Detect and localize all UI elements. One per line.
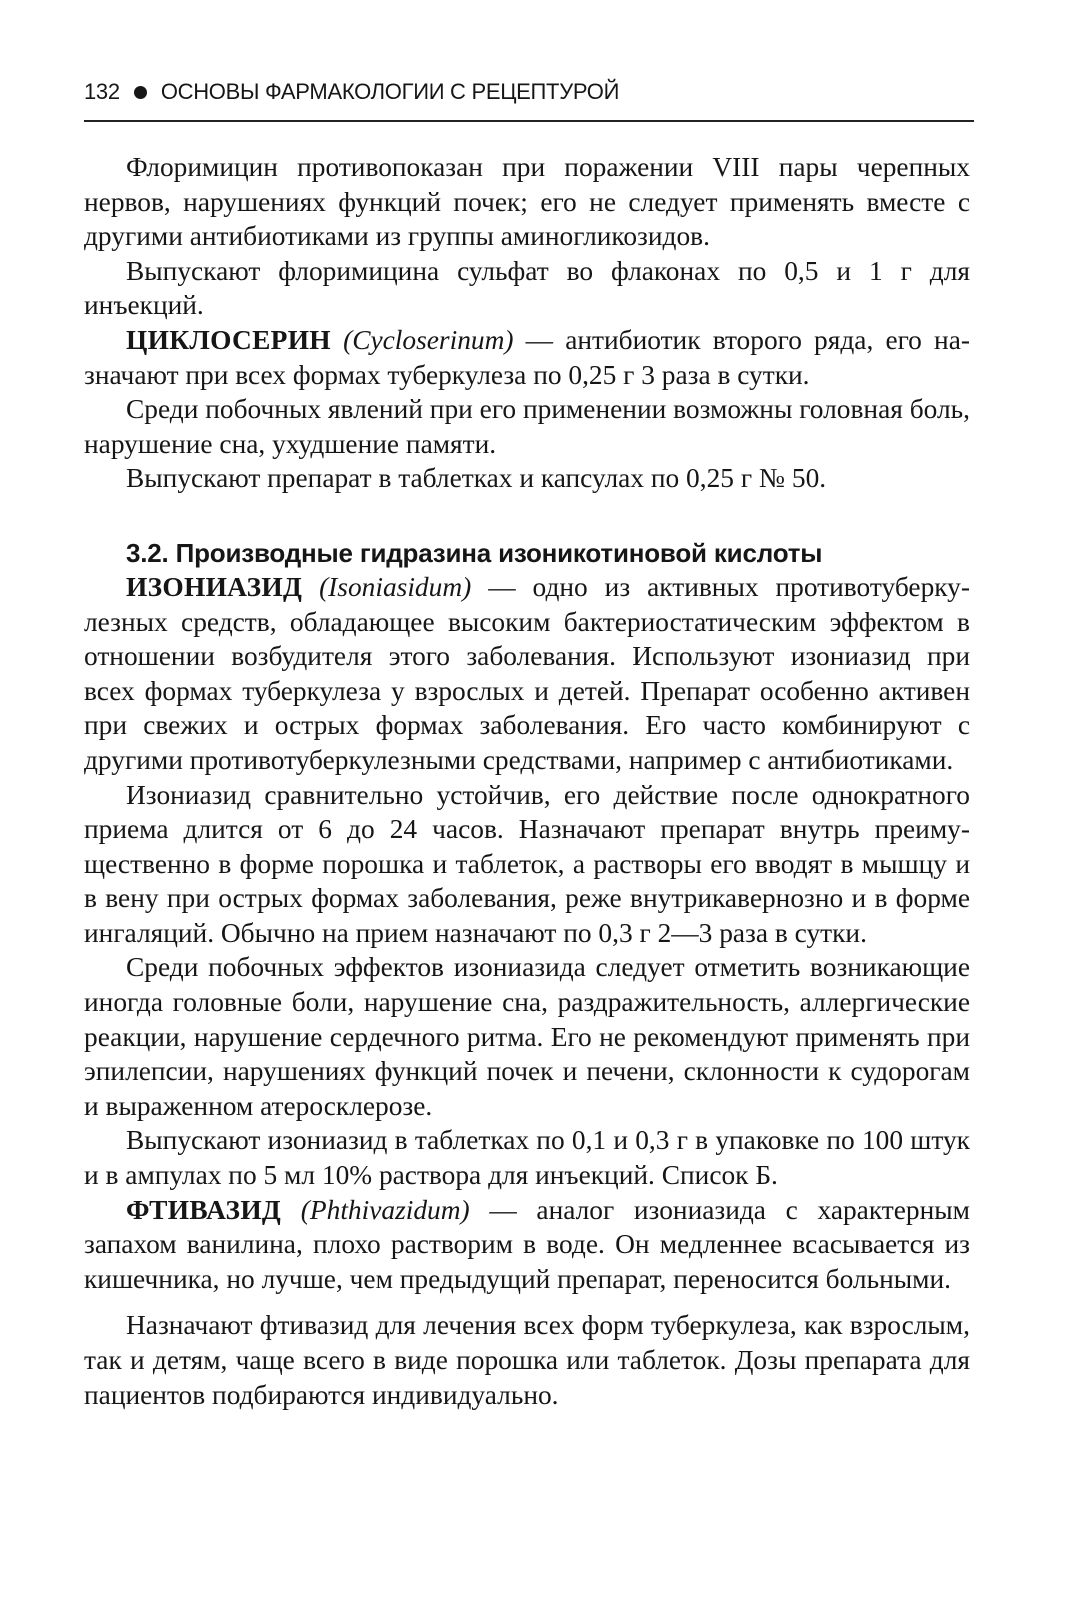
bullet-icon (134, 86, 147, 99)
drug-name-ftivazid: ФТИВАЗИД (126, 1194, 282, 1225)
cycloserine-description: — антибиотик второго ряда, его назначают при всех формах туберкулеза по 0,25 г 3 раза в сутки. (84, 324, 970, 390)
paragraph-isoniazid (84, 570, 970, 778)
paragraph-florimycin-contraindications: Флоримицин противопоказан при поражении VIII пары черепных нервов, нарушениях функций почек; его не следует применять вместе с другими антибиотиками из группы аминогликозидов. (84, 152, 970, 252)
drug-name-isoniazid: ИЗОНИАЗИД (126, 571, 303, 602)
drug-latin-isoniazid: (Isoniasidum) (319, 571, 472, 602)
paragraph-isoniazid-stability: Изониазид сравнительно устойчив, его действие после однократного приема длится от 6 до 24 часов. Назначают препарат внутрь преимущественно в форме порошка и таблеток, а растворы его вводят в мышцу и в вену при острых формах заболевания, реже внутрикавернозно и в форме ингаляций. Обычно на прием назначают по 0,3 г 2—3 раза в сутки. (84, 779, 970, 948)
page-body (84, 150, 970, 1412)
drug-latin-ftivazid: (Phthivazidum) (300, 1194, 470, 1225)
isoniazid-description: — одно из активных противотуберкулезных средств, обладающее высоким бактериостатическим эффектом в отношении возбудителя этого заболевания. Используют изониазид при всех формах туберкулеза у взрослых и детей. Препарат особенно активен при свежих и острых формах заболевания. Его часто комбинируют с другими противотуберкулезными средствами, например с антибиотиками. (84, 571, 970, 775)
page-number: 132 (84, 79, 120, 104)
section-heading: 3.2. Производные гидразина изоникотиновой кислоты (126, 537, 823, 568)
paragraph-cycloserine-release: Выпускают препарат в таблетках и капсулах по 0,25 г № 50. (126, 463, 827, 494)
drug-name-cycloserine: ЦИКЛОСЕРИН (126, 324, 331, 355)
paragraph-isoniazid-side-effects: Среди побочных эффектов изониазида следует отметить возникающие иногда головные боли, нарушение сна, раздражительность, аллергические реакции, нарушение сердечного ритма. Его не рекомендуют применять при эпилепсии, нарушениях функций почек и печени, склонности к судорогам и выраженном атеросклерозе. (84, 952, 970, 1121)
drug-latin-cycloserine: (Cycloserinum) (343, 324, 514, 355)
paragraph-ftivazid-usage: Назначают фтивазид для лечения всех форм туберкулеза, как взрослым, так и детям, чаще всего в виде порошка или таблеток. Дозы препарата для пациентов подбираются индивидуально. (84, 1310, 970, 1410)
paragraph-ftivazid (84, 1193, 970, 1297)
paragraph-isoniazid-release: Выпускают изониазид в таблетках по 0,1 и 0,3 г в упаковке по 100 штук и в ампулах по 5 мл 10% раствора для инъекций. Список Б. (84, 1125, 970, 1191)
header-rule (84, 120, 974, 122)
running-head (84, 78, 984, 106)
ftivazid-description: — аналог изониазида с характерным запахом ванилина, плохо растворим в воде. Он медленнее всасывается из кишечника, но лучше, чем предыдущий препарат, переносится больными. (84, 1194, 970, 1294)
paragraph-cycloserine (84, 323, 970, 392)
paragraph-florimycin-release: Выпускают флоримицина сульфат во флаконах по 0,5 и 1 г для инъекций. (84, 255, 970, 321)
book-title: ОСНОВЫ ФАРМАКОЛОГИИ С РЕЦЕПТУРОЙ (160, 79, 620, 104)
paragraph-cycloserine-side-effects: Среди побочных явлений при его применении возможны головная боль, нарушение сна, ухудшение памяти. (84, 394, 970, 459)
